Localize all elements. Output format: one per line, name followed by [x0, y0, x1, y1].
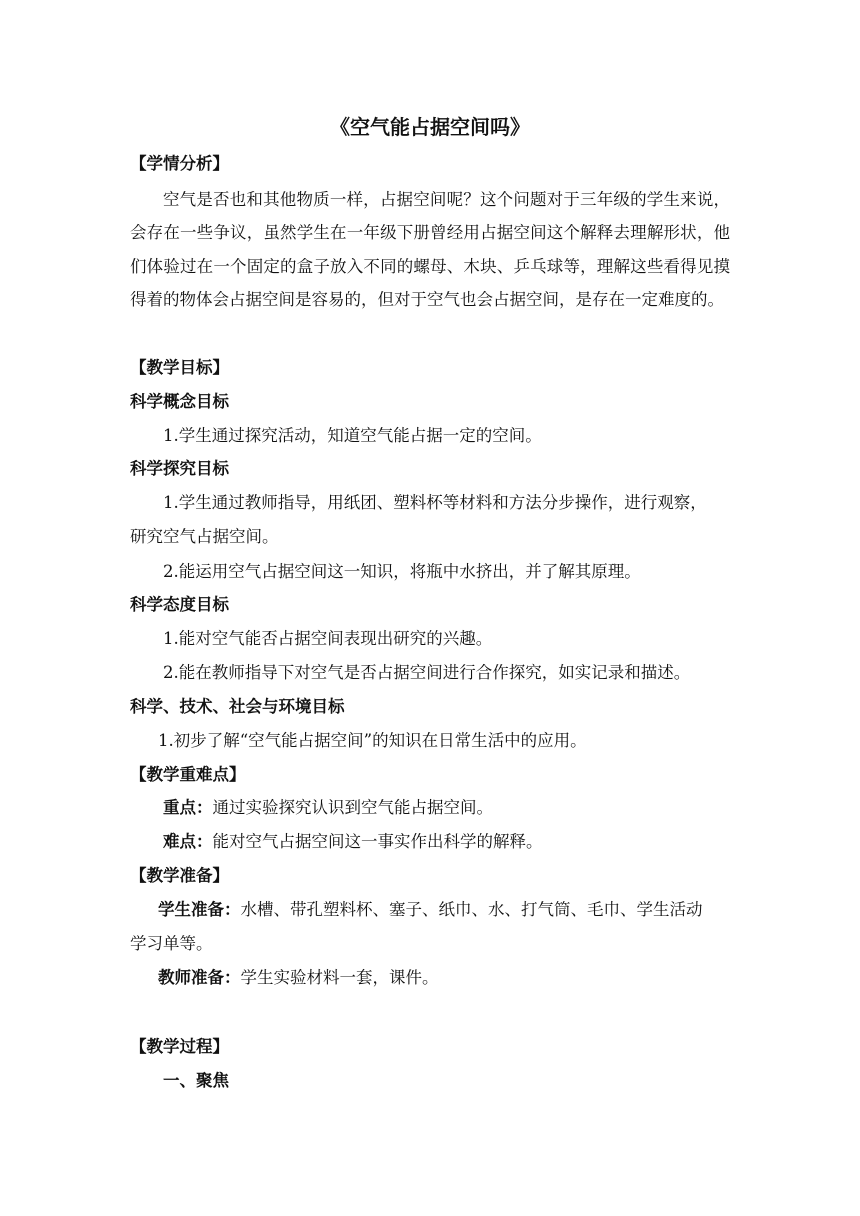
analysis-heading: 【学情分析】 [130, 154, 229, 173]
attitude-goal-heading: 科学态度目标 [130, 595, 229, 614]
concept-goal-item: 1.学生通过探究活动，知道空气能占据一定的空间。 [163, 426, 542, 445]
difficult-point-text: 能对空气占据空间这一事实作出科学的解释。 [212, 832, 543, 851]
preparation-heading: 【教学准备】 [130, 866, 229, 885]
attitude-goal-item-1: 1.能对空气能否占据空间表现出研究的兴趣。 [163, 629, 493, 648]
student-prep-text: 水槽、带孔塑料杯、塞子、纸巾、水、打气筒、毛巾、学生活动 [240, 900, 703, 919]
stse-goal-heading: 科学、技术、社会与环境目标 [130, 697, 345, 716]
step-focus-heading: 一、聚焦 [163, 1071, 229, 1090]
attitude-goal-item-2: 2.能在教师指导下对空气是否占据空间进行合作探究，如实记录和描述。 [163, 663, 691, 682]
teacher-prep-label: 教师准备： [158, 968, 241, 987]
student-prep-label: 学生准备： [158, 900, 241, 919]
inquiry-goal-item-2: 2.能运用空气占据空间这一知识，将瓶中水挤出，并了解其原理。 [163, 562, 641, 581]
inquiry-goal-item-1a: 1.学生通过教师指导，用纸团、塑料杯等材料和方法分步操作，进行观察， [163, 493, 707, 512]
difficult-point-label: 难点： [163, 832, 213, 851]
inquiry-goal-heading: 科学探究目标 [130, 459, 229, 478]
goals-heading: 【教学目标】 [130, 358, 229, 377]
document-title: 《空气能占据空间吗》 [330, 115, 530, 139]
teacher-prep-line [158, 967, 439, 989]
student-prep-line [158, 899, 703, 921]
key-point-line [163, 797, 493, 819]
analysis-paragraph: 空气是否也和其他物质一样，占据空间呢？这个问题对于三年级的学生来说，会存在一些争议，虽然学生在一年级下册曾经用占据空间这个解释去理解形状，他们体验过在一个固定的盒子放入不同的螺母、木块、乒乓球等，理解这些看得见摸得着的物体会占据空间是容易的，但对于空气也会占据空间，是存在一定难度的。 [130, 190, 730, 310]
concept-goal-heading: 科学概念目标 [130, 392, 229, 411]
keypoints-heading: 【教学重难点】 [130, 765, 246, 784]
key-point-label: 重点： [163, 798, 213, 817]
difficult-point-line [163, 831, 543, 853]
process-heading: 【教学过程】 [130, 1037, 229, 1056]
inquiry-goal-item-1b: 研究空气占据空间。 [130, 527, 279, 546]
teacher-prep-text: 学生实验材料一套，课件。 [240, 968, 439, 987]
stse-goal-item: 1.初步了解“空气能占据空间”的知识在日常生活中的应用。 [158, 731, 587, 750]
key-point-text: 通过实验探究认识到空气能占据空间。 [212, 798, 493, 817]
student-prep-continuation: 学习单等。 [130, 934, 213, 953]
